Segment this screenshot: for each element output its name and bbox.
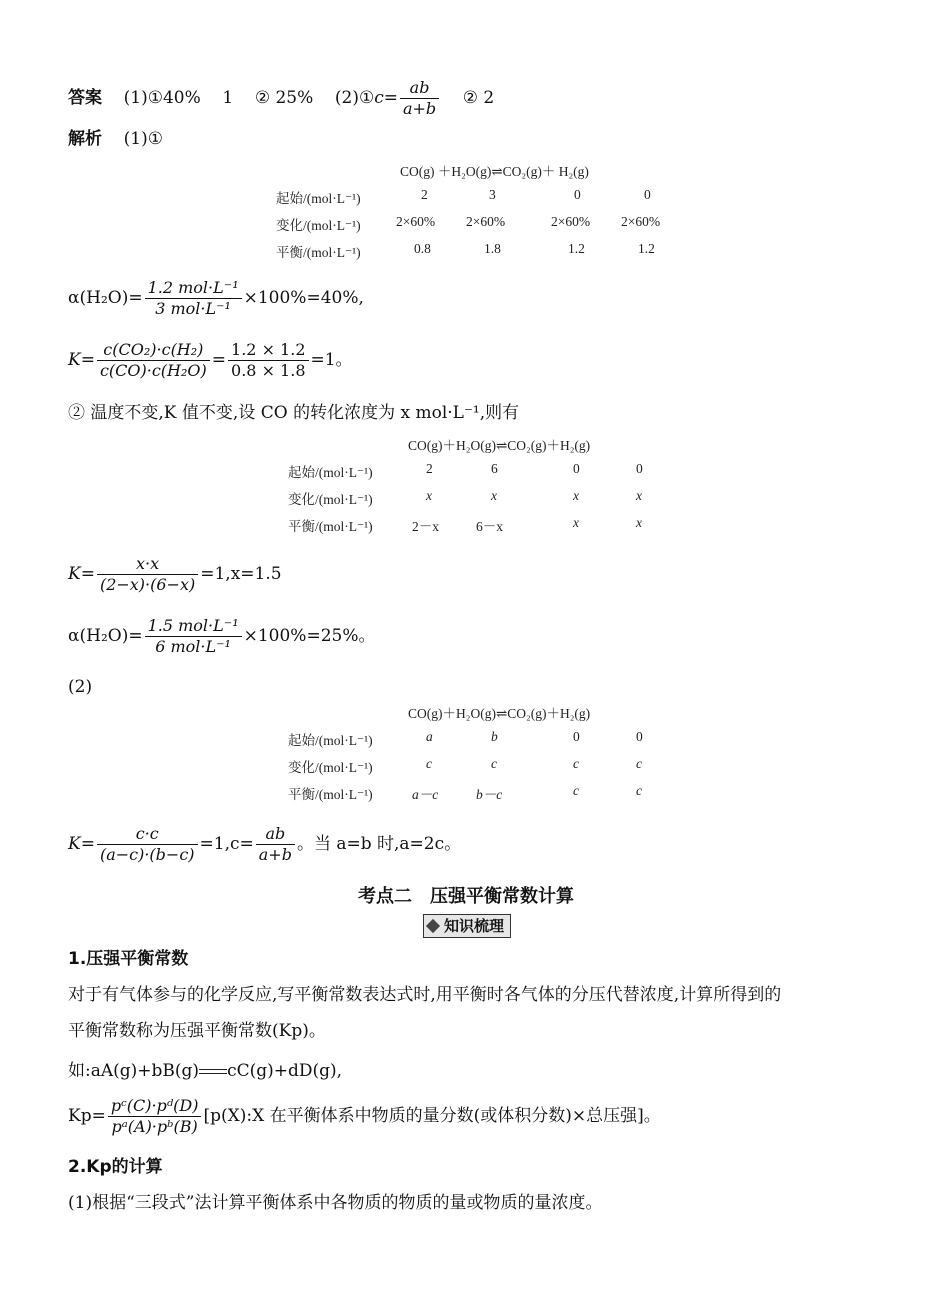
table1-row-eq-label: 平衡/(mol·L⁻¹) (276, 245, 361, 260)
eq2-num: c(CO₂)·c(H₂) (97, 340, 210, 361)
s1-title: 1.压强平衡常数 (68, 949, 189, 969)
table1-cell: 0 (574, 187, 581, 202)
table2-cell: 0 (573, 461, 580, 476)
eq3-rhs: =1,x=1.5 (200, 564, 282, 584)
table2-cell: x (573, 488, 579, 503)
eq2-lhs: K= (68, 350, 95, 370)
eq2-den: c(CO)·c(H₂O) (99, 361, 207, 380)
kp-rhs: [p(X):X 在平衡体系中物质的量分数(或体积分数)×总压强]。 (203, 1106, 661, 1126)
s1-example (68, 1058, 342, 1084)
table3-cell: b－c (476, 787, 503, 802)
eq1-rhs: ×100%=40%, (243, 288, 364, 308)
eq3-fraction (97, 554, 198, 595)
table2-header: CO(g)＋H₂O(g)⇌CO₂(g)＋H₂(g) (408, 438, 591, 453)
table2-cell: x (426, 488, 432, 503)
table1-cell: 2×60% (396, 214, 436, 229)
section-title: 考点二 压强平衡常数计算 (358, 886, 574, 907)
table3-cell: c (636, 756, 642, 771)
table1-cell: 3 (489, 187, 496, 202)
table2-cell: 2－x (412, 519, 439, 534)
equilibrium-arrow-icon (199, 1068, 227, 1076)
badge-label: 知识梳理 (444, 917, 505, 935)
answer-part3: (2)① (334, 88, 375, 108)
eq5-mid: =1,c= (199, 834, 254, 854)
diamond-icon (426, 919, 440, 933)
table1-cell: 1.8 (484, 241, 501, 256)
answer-part2: ② 25% (254, 88, 314, 108)
s1-paragraph-2: 平衡常数称为压强平衡常数(Kp)。 (68, 1021, 326, 1041)
table1-cell: 0 (644, 187, 651, 202)
eq5-den2: a+b (258, 845, 292, 864)
table2-cell: x (636, 488, 642, 503)
eq1-fraction (145, 278, 242, 319)
answer-fraction (400, 78, 439, 119)
eq2-rhs: =1。 (310, 350, 353, 370)
knowledge-badge (423, 914, 511, 938)
eq5-rhs: 。当 a=b 时,a=2c。 (296, 834, 462, 854)
analysis-line (68, 126, 163, 152)
analysis-label: 解析 (68, 129, 102, 149)
eq1-lhs: α(H₂O)= (68, 288, 143, 308)
equation-k-2 (68, 554, 282, 595)
eq5-num2: ab (256, 824, 295, 845)
table3-row-start-label: 起始/(mol·L⁻¹) (288, 733, 373, 748)
table1-row-start-label: 起始/(mol·L⁻¹) (276, 191, 361, 206)
eq5-num: c·c (97, 824, 198, 845)
table2-row-start-label: 起始/(mol·L⁻¹) (288, 465, 373, 480)
table1-cell: 2×60% (621, 214, 661, 229)
table2-cell: x (491, 488, 497, 503)
eq3-lhs: K= (68, 564, 95, 584)
s1-example-right: cC(g)+dD(g), (227, 1061, 343, 1081)
eq2-den2: 0.8 × 1.8 (231, 361, 306, 380)
eq4-lhs: α(H₂O)= (68, 626, 143, 646)
answer-label: 答案 (68, 88, 102, 108)
answer-c-eq: c= (374, 88, 398, 108)
text-temperature: ② 温度不变,K 值不变,设 CO 的转化浓度为 x mol·L⁻¹,则有 (68, 403, 520, 423)
eq4-rhs: ×100%=25%。 (243, 626, 376, 646)
equation-k-1 (68, 340, 353, 381)
eq2-fraction-2 (228, 340, 308, 381)
table3-header: CO(g)＋H₂O(g)⇌CO₂(g)＋H₂(g) (408, 706, 591, 721)
table1-cell: 0.8 (414, 241, 431, 256)
table2-cell: x (636, 515, 642, 530)
table1-cell: 1.2 (568, 241, 585, 256)
table3-cell: c (573, 783, 579, 798)
eq5-lhs: K= (68, 834, 95, 854)
table2-cell: 2 (426, 461, 433, 476)
eq5-den: (a−c)·(b−c) (99, 845, 195, 864)
table2-row-change-label: 变化/(mol·L⁻¹) (288, 492, 373, 507)
eq4-num: 1.5 mol·L⁻¹ (145, 616, 242, 637)
equation-alpha-1 (68, 278, 364, 319)
eq3-num: x·x (97, 554, 198, 575)
table3-cell: c (636, 783, 642, 798)
table2-cell: 6－x (476, 519, 503, 534)
answer-frac-num: ab (400, 78, 439, 99)
answer-part4: ② 2 (462, 88, 495, 108)
table3-row-change-label: 变化/(mol·L⁻¹) (288, 760, 373, 775)
eq1-den: 3 mol·L⁻¹ (155, 299, 231, 318)
kp-den: pᵃ(A)·pᵇ(B) (111, 1117, 198, 1136)
answer-frac-den: a+b (402, 99, 437, 118)
table2-cell: 0 (636, 461, 643, 476)
eq2-fraction (97, 340, 210, 381)
kp-lhs: Kp= (68, 1106, 106, 1126)
ice-table-3 (288, 702, 708, 810)
table3-cell: 0 (573, 729, 580, 744)
part-2-label: (2) (68, 677, 93, 697)
table2-cell: 6 (491, 461, 498, 476)
s1-example-left: 如:aA(g)+bB(g) (68, 1061, 200, 1081)
table1-cell: 2×60% (466, 214, 506, 229)
table3-cell: c (573, 756, 579, 771)
ice-table-1 (276, 160, 696, 268)
s2-title: 2.Kp的计算 (68, 1157, 163, 1177)
kp-equation (68, 1096, 661, 1137)
eq4-den: 6 mol·L⁻¹ (155, 637, 231, 656)
equation-alpha-2 (68, 616, 375, 657)
s1-paragraph-1: 对于有气体参与的化学反应,写平衡常数表达式时,用平衡时各气体的分压代替浓度,计算所得到的 (68, 985, 782, 1005)
analysis-part: (1)① (123, 129, 163, 149)
kp-fraction (108, 1096, 202, 1137)
table1-cell: 1.2 (638, 241, 655, 256)
eq2-mid: = (211, 350, 227, 370)
table1-cell: 2×60% (551, 214, 591, 229)
table3-cell: a－c (412, 787, 439, 802)
eq4-fraction (145, 616, 242, 657)
table3-cell: a (426, 729, 433, 744)
eq3-den: (2−x)·(6−x) (99, 575, 196, 594)
answer-line (68, 78, 494, 119)
table1-row-change-label: 变化/(mol·L⁻¹) (276, 218, 361, 233)
table2-cell: x (573, 515, 579, 530)
answer-part1: (1)①40% (123, 88, 201, 108)
table3-row-eq-label: 平衡/(mol·L⁻¹) (288, 787, 373, 802)
eq1-num: 1.2 mol·L⁻¹ (145, 278, 242, 299)
table3-cell: c (426, 756, 432, 771)
s2-paragraph-1: (1)根据“三段式”法计算平衡体系中各物质的物质的量或物质的量浓度。 (68, 1193, 603, 1213)
answer-part1b: 1 (222, 88, 234, 108)
ice-table-2 (288, 434, 708, 542)
table1-header: CO(g) ＋H₂O(g)⇌CO₂(g)＋ H₂(g) (400, 164, 589, 179)
table3-cell: c (491, 756, 497, 771)
eq5-fraction (97, 824, 198, 865)
equation-k-3 (68, 824, 461, 865)
table2-row-eq-label: 平衡/(mol·L⁻¹) (288, 519, 373, 534)
table3-cell: b (491, 729, 498, 744)
eq5-fraction-2 (256, 824, 295, 865)
kp-num: pᶜ(C)·pᵈ(D) (108, 1096, 202, 1117)
eq2-num2: 1.2 × 1.2 (228, 340, 308, 361)
table3-cell: 0 (636, 729, 643, 744)
table1-cell: 2 (421, 187, 428, 202)
